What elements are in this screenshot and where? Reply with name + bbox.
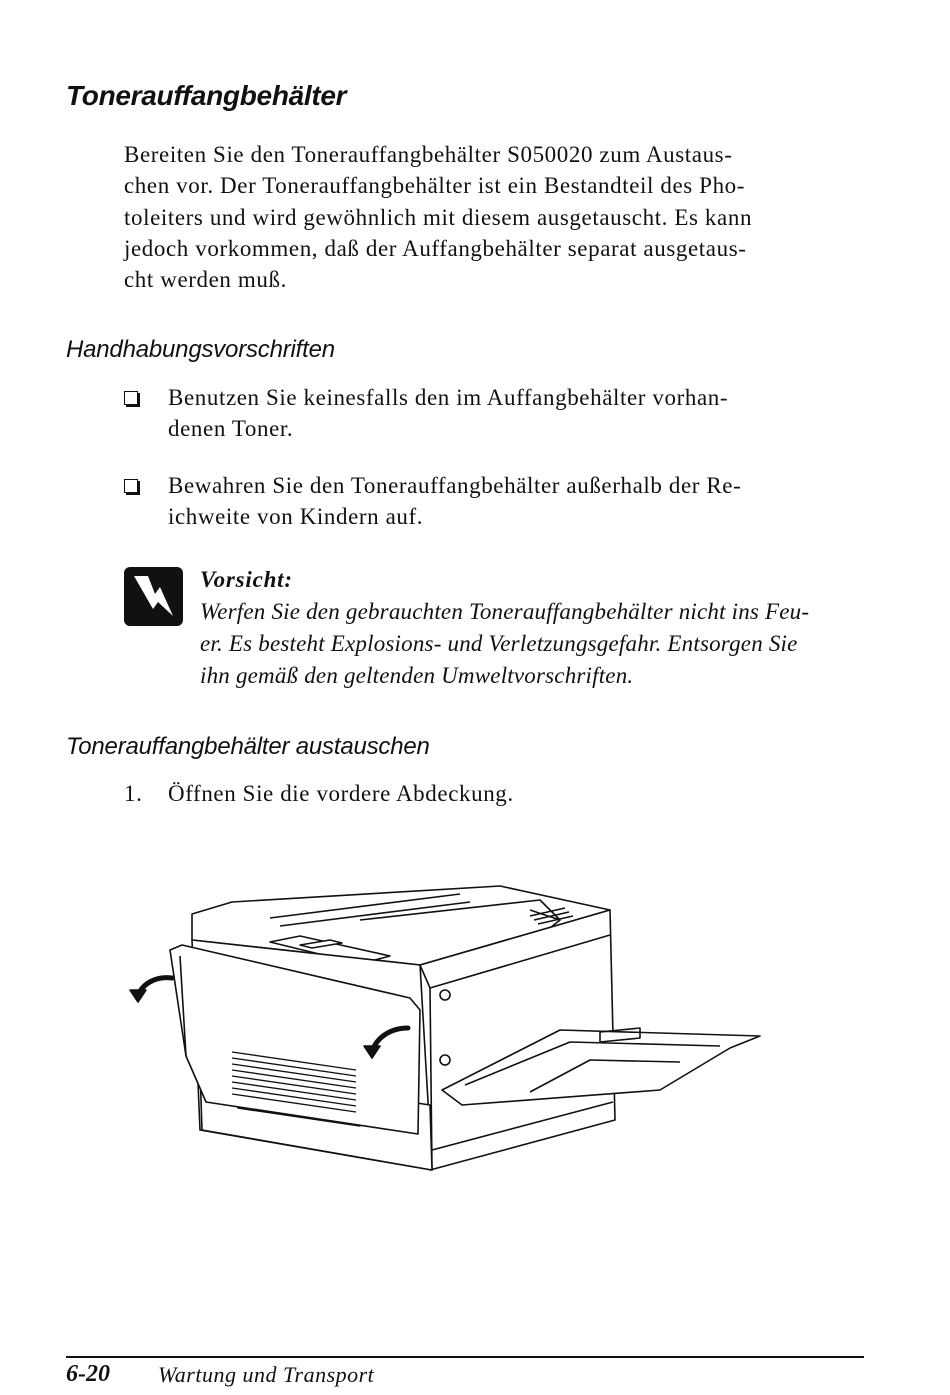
list-item-line: Bewahren Sie den Tonerauffangbehälter außerhalb der Re- xyxy=(168,473,742,498)
list-item-line: ichweite von Kindern auf. xyxy=(168,504,424,530)
intro-line: jedoch vorkommen, daß der Auffangbehälter separat ausgetaus- xyxy=(124,235,747,261)
step-text: Öffnen Sie die vordere Abdeckung. xyxy=(168,781,514,806)
footer-rule xyxy=(66,1356,864,1358)
checkbox-bullet-icon xyxy=(124,391,138,405)
caution-line: er. Es besteht Explosions- und Verletzungsgefahr. Entsorgen Sie xyxy=(200,631,798,656)
footer-page-number: 6-20 xyxy=(66,1361,110,1387)
list-item-line: denen Toner. xyxy=(168,416,294,442)
replace-heading: Tonerauffangbehälter austauschen xyxy=(66,733,430,760)
intro-line: cht werden muß. xyxy=(124,267,287,293)
caution-title: Vorsicht: xyxy=(200,567,293,592)
list-item-line: Benutzen Sie keinesfalls den im Auffangbehälter vorhan- xyxy=(168,385,729,410)
caution-block xyxy=(200,564,809,692)
list-item-text xyxy=(168,470,741,533)
lightning-warning-icon xyxy=(124,567,183,626)
checkbox-bullet-icon xyxy=(124,479,138,493)
step-item xyxy=(124,778,514,809)
footer-chapter-title: Wartung und Transport xyxy=(158,1362,375,1387)
intro-line: toleiters und wird gewöhnlich mit diesem ausgetauscht. Es kann xyxy=(124,204,753,230)
caution-line: ihn gemäß den geltenden Umweltvorschriften. xyxy=(200,663,634,688)
step-number: 1. xyxy=(124,781,143,806)
page-heading: Tonerauffangbehälter xyxy=(66,80,347,111)
caution-line: Werfen Sie den gebrauchten Tonerauffangbehälter nicht ins Feu- xyxy=(200,599,810,624)
printer-front-cover-open-illustration xyxy=(120,880,780,1200)
intro-line: Bereiten Sie den Tonerauffangbehälter S050020 zum Austaus- xyxy=(124,142,733,167)
intro-line: chen vor. Der Tonerauffangbehälter ist ein Bestandteil des Pho- xyxy=(124,173,746,199)
intro-paragraph xyxy=(124,139,874,295)
handling-heading: Handhabungsvorschriften xyxy=(66,336,335,363)
list-item-text xyxy=(168,382,728,445)
